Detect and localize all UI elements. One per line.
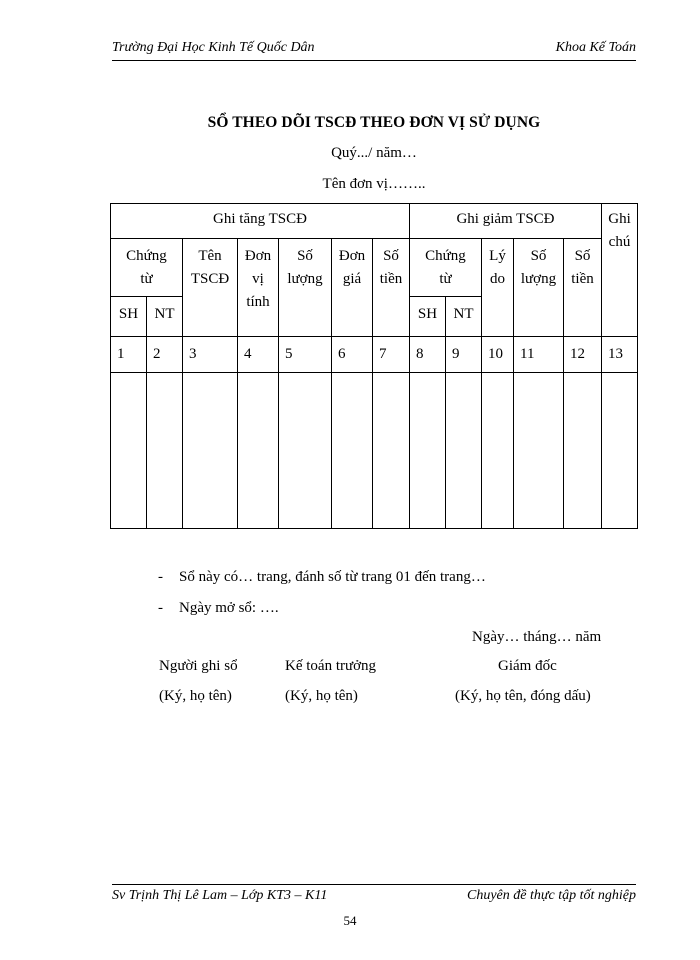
page-number: 54 — [343, 913, 357, 928]
quantity-dec-header — [514, 239, 564, 337]
note-line-2: chú — [608, 234, 631, 250]
unit-measure-line-3: tính — [246, 294, 270, 310]
col-number: 5 — [279, 337, 332, 373]
asset-name-header — [183, 239, 238, 337]
nt-dec-header: NT — [446, 297, 482, 337]
empty-cell — [373, 373, 410, 529]
col-number: 12 — [564, 337, 602, 373]
note-pages-text: Sổ này có… trang, đánh số từ trang 01 đến trang… — [179, 569, 486, 585]
signature-date-line: Ngày… tháng… năm — [472, 629, 602, 645]
empty-cell — [602, 373, 638, 529]
col-number: 8 — [410, 337, 446, 373]
note-line-1: Ghi — [608, 211, 631, 227]
col-number: 10 — [482, 337, 514, 373]
voucher-dec-line-1: Chứng — [425, 248, 466, 264]
unit-price-line-1: Đơn — [338, 248, 366, 264]
voucher-inc-line-1: Chứng — [126, 248, 167, 264]
empty-cell — [147, 373, 183, 529]
page-header — [112, 38, 636, 61]
bullet-dash: - — [158, 569, 163, 585]
increase-group-header: Ghi tăng TSCĐ — [111, 204, 410, 239]
note-col-header — [602, 204, 638, 337]
asset-name-line-1: Tên — [198, 248, 222, 264]
col-number: 4 — [238, 337, 279, 373]
note-open-date-text: Ngày mở sổ: …. — [179, 600, 279, 616]
empty-cell — [238, 373, 279, 529]
voucher-dec-line-2: từ — [439, 271, 452, 287]
col-number: 11 — [514, 337, 564, 373]
unit-measure-header — [238, 239, 279, 337]
unit-price-header — [332, 239, 373, 337]
empty-cell — [482, 373, 514, 529]
recorder-title: Người ghi sổ — [159, 658, 238, 674]
empty-cell — [514, 373, 564, 529]
footer-student: Sv Trịnh Thị Lê Lam – Lớp KT3 – K11 — [112, 888, 328, 903]
quantity-inc-line-1: Số — [297, 248, 313, 264]
quantity-dec-line-1: Số — [530, 248, 547, 264]
recorder-sign-note: (Ký, họ tên) — [159, 688, 232, 704]
unit-price-line-2: giá — [342, 271, 362, 287]
col-number: 13 — [602, 337, 638, 373]
amount-inc-line-2: tiền — [379, 271, 403, 287]
sh-inc-header: SH — [111, 297, 147, 337]
bullet-dash: - — [158, 600, 163, 616]
col-number: 7 — [373, 337, 410, 373]
period-line: Quý.../ năm… — [331, 145, 417, 161]
nt-inc-header: NT — [147, 297, 183, 337]
page-footer — [112, 884, 636, 907]
empty-cell — [564, 373, 602, 529]
sh-dec-header: SH — [410, 297, 446, 337]
amount-dec-header — [564, 239, 602, 337]
chief-accountant-sign-note: (Ký, họ tên) — [285, 688, 358, 704]
amount-dec-line-1: Số — [574, 248, 591, 264]
empty-cell — [410, 373, 446, 529]
header-department: Khoa Kế Toán — [555, 40, 636, 55]
asset-ledger-table — [110, 203, 638, 529]
footer-report-type: Chuyên đề thực tập tốt nghiệp — [467, 888, 636, 903]
empty-data-row — [111, 373, 638, 529]
reason-line-1: Lý — [489, 248, 506, 264]
asset-name-line-2: TSCĐ — [190, 271, 230, 287]
unit-measure-line-2: vị — [252, 271, 264, 287]
col-number: 1 — [111, 337, 147, 373]
empty-cell — [183, 373, 238, 529]
document-title: SỔ THEO DÕI TSCĐ THEO ĐƠN VỊ SỬ DỤNG — [207, 114, 541, 131]
decrease-group-header: Ghi giảm TSCĐ — [410, 204, 602, 239]
header-school: Trường Đại Học Kinh Tế Quốc Dân — [112, 40, 315, 55]
col-number: 6 — [332, 337, 373, 373]
col-number: 3 — [183, 337, 238, 373]
quantity-inc-header — [279, 239, 332, 337]
empty-cell — [111, 373, 147, 529]
director-title: Giám đốc — [498, 658, 557, 674]
amount-inc-header — [373, 239, 410, 337]
empty-cell — [279, 373, 332, 529]
col-number: 2 — [147, 337, 183, 373]
voucher-inc-header — [111, 239, 183, 297]
quantity-dec-line-2: lượng — [520, 271, 557, 287]
reason-line-2: do — [490, 271, 505, 287]
col-number: 9 — [446, 337, 482, 373]
chief-accountant-title: Kế toán trưởng — [285, 658, 377, 674]
empty-cell — [332, 373, 373, 529]
reason-header — [482, 239, 514, 337]
director-sign-note: (Ký, họ tên, đóng dấu) — [455, 688, 591, 704]
empty-cell — [446, 373, 482, 529]
voucher-dec-header — [410, 239, 482, 297]
unit-measure-line-1: Đơn — [244, 248, 272, 264]
voucher-inc-line-2: từ — [140, 271, 153, 287]
unit-line: Tên đơn vị…….. — [322, 176, 426, 192]
amount-inc-line-1: Số — [383, 248, 399, 264]
amount-dec-line-2: tiền — [571, 271, 594, 287]
quantity-inc-line-2: lượng — [287, 271, 323, 287]
